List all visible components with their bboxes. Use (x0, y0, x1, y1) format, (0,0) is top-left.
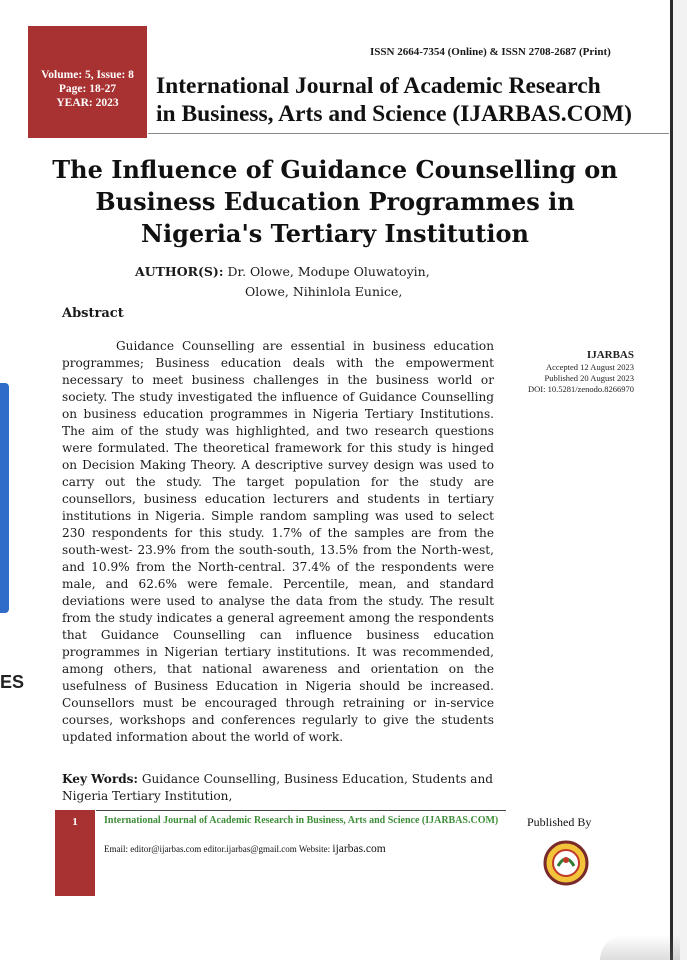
background-outside-page (673, 0, 687, 960)
page-range: Page: 18-27 (58, 83, 117, 95)
author-2: Olowe, Nihinlola Eunice, (245, 284, 403, 299)
authors-label: AUTHOR(S): (135, 264, 224, 279)
accepted-date: Accepted 12 August 2023 (545, 362, 634, 372)
author-1: Dr. Olowe, Modupe Oluwatoyin, (227, 264, 430, 279)
journal-title (156, 72, 632, 128)
keywords-text: Guidance Counselling, Business Education, Students and Nigeria Tertiary Institution, (62, 772, 493, 803)
footer-contact (104, 843, 386, 855)
footer-email[interactable]: Email: editor@ijarbas.com editor.ijarbas@gmail.com Website: (104, 844, 331, 854)
article-title-line1: The Influence of Guidance Counselling on (52, 155, 618, 184)
published-by: Published By (527, 815, 592, 829)
footer-journal: International Journal of Academic Research in Business, Arts and Science (IJARBAS.COM) (104, 815, 499, 826)
journal-title-line2: in Business, Arts and Science (IJARBAS.COM) (156, 101, 632, 127)
article-title-line3: Nigeria's Tertiary Institution (141, 219, 529, 248)
volume-issue: Volume: 5, Issue: 8 (41, 69, 134, 81)
issn: ISSN 2664-7354 (Online) & ISSN 2708-2687 (Print) (370, 46, 611, 58)
abstract-heading: Abstract (62, 306, 124, 321)
doi[interactable]: DOI: 10.5281/zenodo.8266970 (527, 384, 634, 394)
background-blue-tab (0, 383, 9, 613)
page-shadow (600, 935, 680, 960)
publisher-logo-icon (543, 840, 589, 886)
volume-box (28, 26, 147, 138)
keywords (62, 771, 494, 805)
abstract-body: Guidance Counselling are essential in business education programmes; Business education deals with the empowerment necessary to meet business challenges in the business world or society. The study investigated the influence of Guidance Counselling on business education programmes in Nigeria Tertiary Institutions. The aim of the study was highlighted, and two research questions were formulated. The theoretical framework for this study is hinged on Decision Making Theory. A descriptive survey design was used to carry out the study. The target population for the study are counsellors, business education lecturers and students in tertiary institutions in Nigeria. Simple random sampling was used to select 230 respondents for this study. 1.7% of the samples are from the south-west- 23.9% from the south-south, 13.5% from the North-west, and 10.9% from the North-central. 37.4% of the respondents were male, and 62.6% were female. Percentile, mean, and standard deviations were used to analyse the data from the study. The result from the study indicates a general agreement among the respondents that Guidance Counselling can influence business education programmes in Nigerian tertiary institutions. It was recommended, among others, that national awareness and orientation on the usefulness of Business Education in Nigeria should be increased. Counsellors must be encouraged through retraining or in-service courses, workshops and conferences regularly to give the students updated information about the world of work. (62, 339, 494, 744)
publication-info (500, 348, 634, 395)
article-title (40, 154, 630, 250)
journal-title-line1: International Journal of Academic Research (156, 73, 601, 99)
year: YEAR: 2023 (56, 97, 119, 109)
footer-website[interactable]: ijarbas.com (332, 843, 386, 855)
page-number: 1 (55, 810, 95, 896)
publication-brand: IJARBAS (586, 349, 634, 361)
published-date: Published 20 August 2023 (544, 373, 634, 383)
authors (135, 262, 430, 302)
article-title-line2: Business Education Programmes in (95, 187, 575, 216)
footer-divider (96, 810, 506, 811)
keywords-label: Key Words: (62, 772, 138, 786)
background-text-fragment: ES (0, 672, 25, 692)
header-divider (148, 133, 669, 134)
